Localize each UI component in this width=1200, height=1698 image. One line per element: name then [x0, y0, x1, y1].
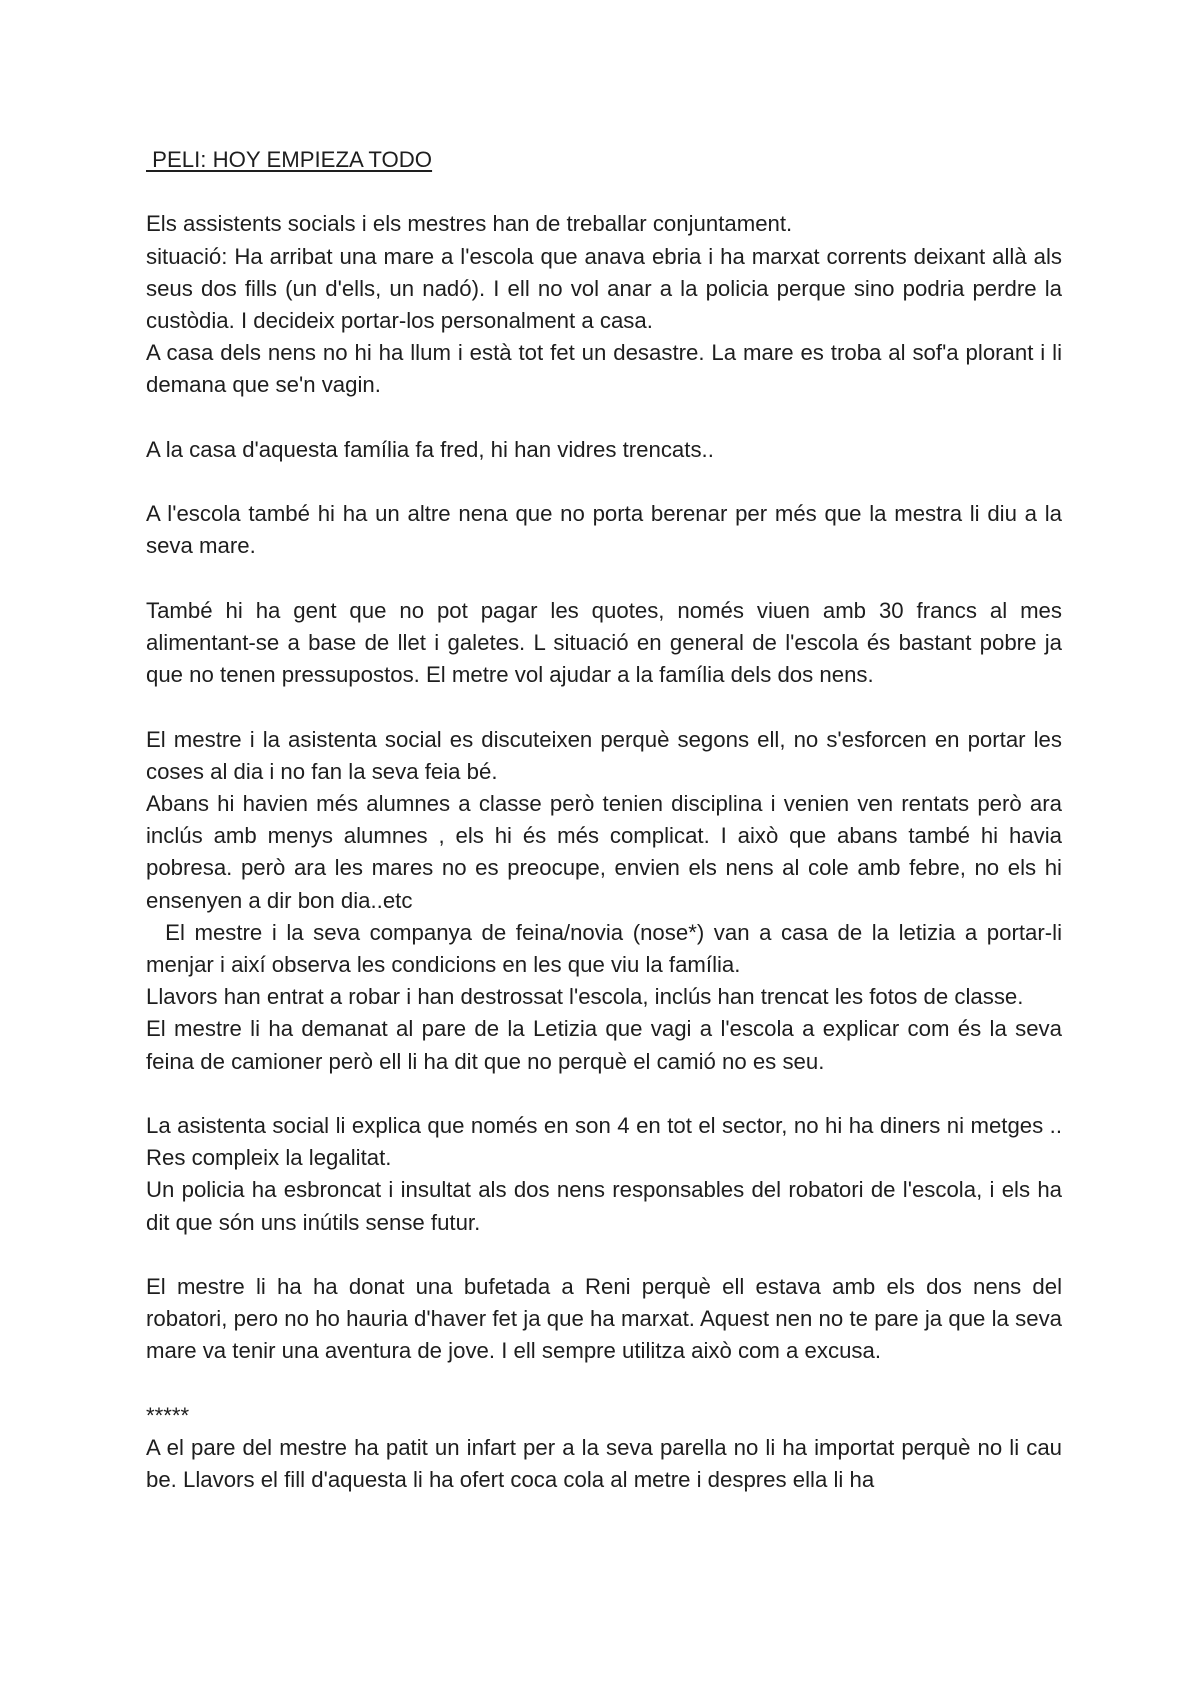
blank-line	[146, 691, 1062, 723]
blank-line	[146, 402, 1062, 434]
paragraph: El mestre li ha demanat al pare de la Letizia que vagi a l'escola a explicar com és la seva feina de camioner però ell li ha dit que no perquè el camió no es seu.	[146, 1016, 1062, 1074]
paragraph: La asistenta social li explica que només en son 4 en tot el sector, no hi ha diners ni metges .. Res compleix la legalitat.	[146, 1113, 1062, 1171]
paragraph: A l'escola també hi ha un altre nena que no porta berenar per més que la mestra li diu a la seva mare.	[146, 501, 1062, 559]
document-page	[146, 144, 1069, 1496]
paragraph: A el pare del mestre ha patit un infart per a la seva parella no li ha importat perquè no li cau be. Llavors el fill d'aquesta li ha ofert coca cola al metre i despres ella li ha	[146, 1435, 1062, 1493]
blank-line	[146, 1368, 1062, 1400]
blank-line	[146, 466, 1062, 498]
paragraph: També hi ha gent que no pot pagar les quotes, només viuen amb 30 francs al mes alimentant-se a base de llet i galetes. L situació en general de l'escola és bastant pobre ja que no tenen pressupostos. El metre vol ajudar a la família dels dos nens.	[146, 597, 1062, 688]
section-separator: *****	[146, 1402, 190, 1428]
blank-line	[146, 1078, 1062, 1110]
paragraph: A la casa d'aquesta família fa fred, hi han vidres trencats..	[146, 436, 714, 462]
document-title: PELI: HOY EMPIEZA TODO	[146, 147, 433, 172]
blank-line	[146, 176, 1062, 208]
paragraph: Abans hi havien més alumnes a classe però tenien disciplina i venien ven rentats però ara inclús amb menys alumnes , els hi és més complicat. I això que abans també hi havia pobresa. però ara les mares no es preocupe, envien els nens al cole amb febre, no els hi ensenyen a dir bon dia..etc	[146, 790, 1062, 913]
paragraph: El mestre i la seva companya de feina/novia (nose*) van a casa de la letizia a portar-li menjar i així observa les condicions en les que viu la família.	[146, 919, 1069, 977]
paragraph: situació: Ha arribat una mare a l'escola que anava ebria i ha marxat corrents deixant allà als seus dos fills (un d'ells, un nadó). I ell no vol anar a la policia perque sino podria perdre la custòdia. I decideix portar-los personalment a casa.	[146, 243, 1062, 333]
paragraph: Llavors han entrat a robar i han destrossat l'escola, inclús han trencat les fotos de classe.	[146, 984, 1024, 1010]
blank-line	[146, 1239, 1062, 1271]
paragraph: El mestre i la asistenta social es discuteixen perquè segons ell, no s'esforcen en portar les coses al dia i no fan la seva feia bé.	[146, 726, 1062, 784]
paragraph: A casa dels nens no hi ha llum i està tot fet un desastre. La mare es troba al sof'a plorant i li demana que se'n vagin.	[146, 340, 1062, 398]
blank-line	[146, 563, 1062, 595]
paragraph: El mestre li ha ha donat una bufetada a Reni perquè ell estava amb els dos nens del robatori, pero no ho hauria d'haver fet ja que ha marxat. Aquest nen no te pare ja que la seva mare va tenir una aventura de jove. I ell sempre utilitza això com a excusa.	[146, 1274, 1062, 1364]
paragraph: Els assistents socials i els mestres han de treballar conjuntament.	[146, 211, 793, 237]
paragraph: Un policia ha esbroncat i insultat als dos nens responsables del robatori de l'escola, i els ha dit que són uns inútils sense futur.	[146, 1177, 1062, 1235]
